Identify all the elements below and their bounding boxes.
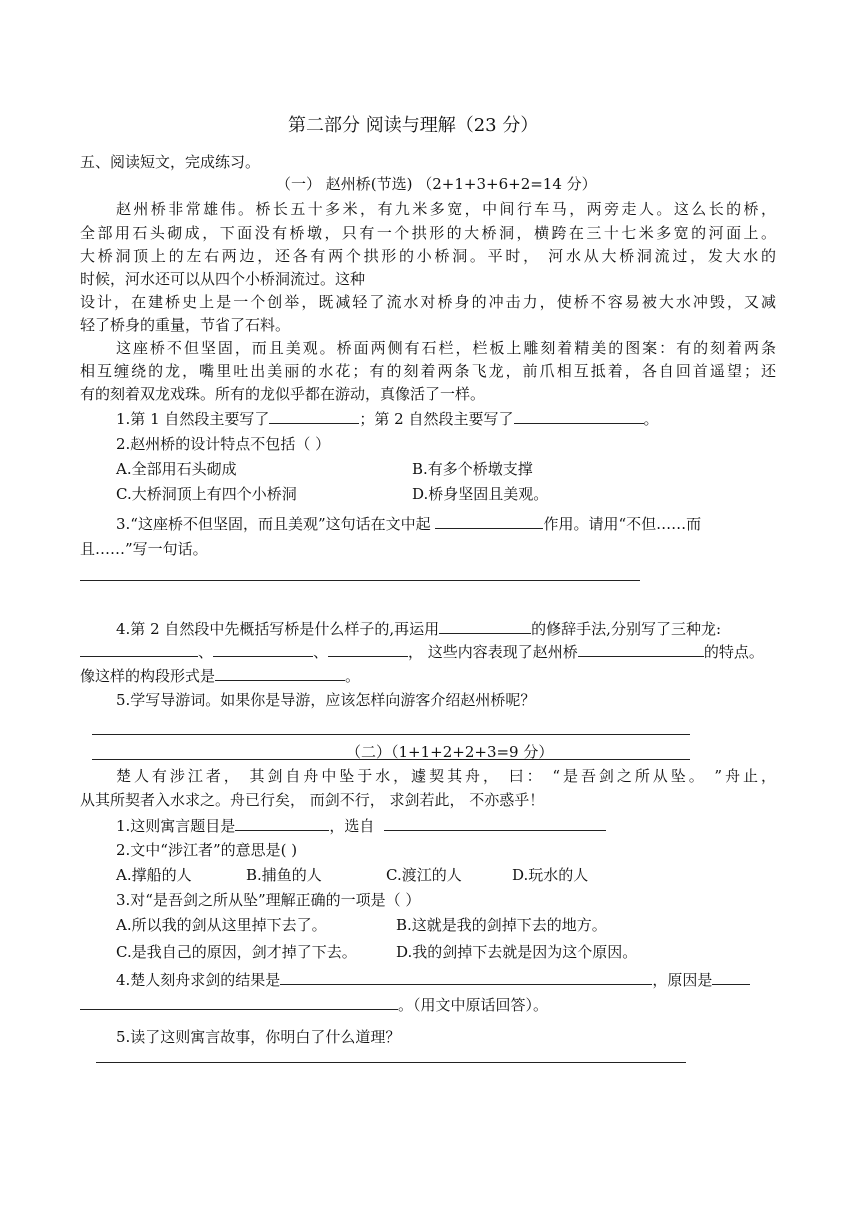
option-d[interactable]: D.桥身坚固且美观。 bbox=[412, 485, 549, 503]
p2-question-1: 1.这则寓言题目是 ，选自 bbox=[116, 814, 606, 838]
passage2-line: 楚人有涉江者， 其剑自舟中坠于水，遽契其舟， 曰： “是吾剑之所从坠。 ”舟止， bbox=[116, 767, 776, 785]
section-heading: 五、阅读短文，完成练习。 bbox=[80, 153, 261, 171]
option-b[interactable]: B.有多个桥墩支撑 bbox=[412, 460, 533, 478]
option-a[interactable]: A.所以我的剑从这里掉下去了。 bbox=[116, 916, 327, 934]
passage1-line: 轻了桥身的重量，节省了石料。 bbox=[80, 316, 291, 334]
part-title: 第二部分 阅读与理解（23 分） bbox=[288, 115, 539, 136]
question-3-cont: 且……”写一句话。 bbox=[80, 540, 208, 558]
passage2-title: （二）（1+1+2+2+3=9 分） bbox=[346, 743, 554, 761]
answer-blank[interactable] bbox=[384, 814, 606, 831]
question-5: 5.学写导游词。如果你是导游，应该怎样向游客介绍赵州桥呢？ bbox=[116, 691, 536, 709]
question-1: 1.第 1 自然段主要写了 ；第 2 自然段主要写了 。 bbox=[116, 407, 659, 431]
option-d[interactable]: D.玩水的人 bbox=[512, 866, 589, 884]
option-c[interactable]: C.渡江的人 bbox=[386, 866, 462, 884]
option-a[interactable]: A.全部用石头砌成 bbox=[116, 460, 237, 478]
answer-blank[interactable] bbox=[280, 968, 652, 985]
question-3: 3.“这座桥不但坚固，而且美观”这句话在文中起 作用。请用“不但……而 bbox=[116, 512, 701, 536]
passage1-line: 设计，在建桥史上是一个创举，既减轻了流水对桥身的冲击力，使桥不容易被大水冲毁，又减 bbox=[80, 293, 776, 311]
answer-blank[interactable] bbox=[213, 640, 313, 657]
p2-question-4-cont: 。（用文中原话回答）。 bbox=[80, 993, 548, 1017]
passage1-line: 全部用石头砌成，下面没有桥墩，只有一个拱形的大桥洞，横跨在三十七米多宽的河面上。 bbox=[80, 224, 776, 242]
question-4-line2: 、 、 ， 这些内容表现了赵州桥 的特点。 bbox=[80, 640, 764, 664]
answer-blank[interactable] bbox=[80, 640, 198, 657]
passage1-line: 有的刻着双龙戏珠。所有的龙似乎都在游动，真像活了一样。 bbox=[80, 385, 486, 403]
p2-question-2: 2.文中“涉江者”的意思是( ) bbox=[116, 841, 298, 859]
option-b[interactable]: B.捕鱼的人 bbox=[246, 866, 322, 884]
option-c[interactable]: C.是我自己的原因，剑才掉了下去。 bbox=[116, 943, 357, 961]
passage1-title: （一） 赵州桥(节选) （2+1+3+6+2=14 分） bbox=[276, 175, 597, 193]
option-b[interactable]: B.这就是我的剑掉下去的地方。 bbox=[396, 916, 607, 934]
p2-question-4: 4.楚人刻舟求剑的结果是 ，原因是 bbox=[116, 968, 750, 992]
question-4-line3: 像这样的构段形式是 。 bbox=[80, 664, 360, 688]
question-2: 2.赵州桥的设计特点不包括（ ） bbox=[116, 435, 331, 453]
answer-blank[interactable] bbox=[215, 664, 345, 681]
passage1-line: 相互缠绕的龙，嘴里吐出美丽的水花；有的刻着两条飞龙，前爪相互抵着，各自回首遥望；还 bbox=[80, 362, 776, 380]
answer-blank[interactable] bbox=[712, 968, 750, 985]
option-c[interactable]: C.大桥洞顶上有四个小桥洞 bbox=[116, 485, 297, 503]
option-a[interactable]: A.撑船的人 bbox=[116, 866, 192, 884]
answer-blank[interactable] bbox=[269, 407, 359, 424]
answer-blank[interactable] bbox=[80, 993, 398, 1010]
answer-line[interactable] bbox=[80, 580, 640, 581]
answer-blank[interactable] bbox=[439, 617, 531, 634]
passage1-line: 大桥洞顶上的左右两边，还各有两个拱形的小桥洞。平时， 河水从大桥洞流过，发大水的 bbox=[80, 247, 776, 265]
answer-blank[interactable] bbox=[235, 814, 329, 831]
p2-question-3: 3.对“是吾剑之所从坠”理解正确的一项是（ ） bbox=[116, 891, 421, 909]
answer-blank[interactable] bbox=[578, 640, 704, 657]
option-d[interactable]: D.我的剑掉下去就是因为这个原因。 bbox=[396, 943, 638, 961]
answer-blank[interactable] bbox=[435, 512, 543, 529]
question-4: 4.第 2 自然段中先概括写桥是什么样子的,再运用 的修辞手法,分别写了三种龙: bbox=[116, 617, 721, 641]
answer-line[interactable] bbox=[92, 734, 690, 735]
passage1-line: 时候，河水还可以从四个小桥洞流过。这种 bbox=[80, 270, 366, 288]
p2-question-5: 5.读了这则寓言故事，你明白了什么道理？ bbox=[116, 1028, 401, 1046]
passage1-line: 这座桥不但坚固，而且美观。桥面两侧有石栏，栏板上雕刻着精美的图案：有的刻着两条 bbox=[116, 339, 776, 357]
answer-line[interactable] bbox=[96, 1062, 686, 1063]
passage2-line: 从其所契者入水求之。舟已行矣， 而剑不行， 求剑若此， 不亦惑乎！ bbox=[80, 791, 545, 809]
answer-blank[interactable] bbox=[514, 407, 644, 424]
answer-blank[interactable] bbox=[328, 640, 408, 657]
passage1-line: 赵州桥非常雄伟。桥长五十多米，有九米多宽，中间行车马，两旁走人。这么长的桥， bbox=[116, 200, 776, 218]
